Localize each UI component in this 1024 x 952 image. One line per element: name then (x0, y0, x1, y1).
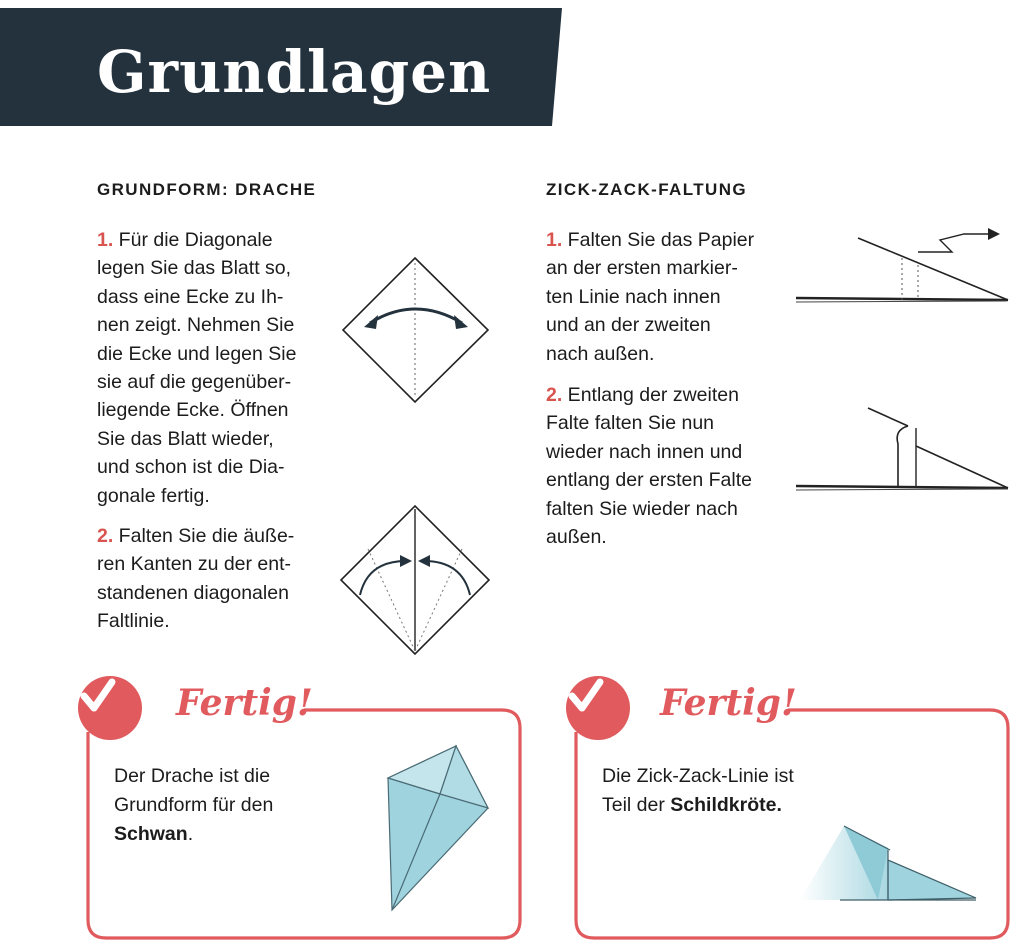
checkmark-badge (78, 676, 142, 740)
section-heading-drache: GRUNDFORM: DRACHE (97, 180, 317, 199)
step-drache-1: 1. Für die Diagonale legen Sie das Blatt so, dass eine Ecke zu Ih- nen zeigt. Nehmen Sie die Ecke und legen Sie sie auf die gegenüber- liegende Ecke. Öffnen Sie das Blatt wieder, und schon ist die Dia- gonale fertig. (97, 229, 297, 507)
zigzag-fold-diagram-2 (792, 400, 1016, 496)
result-text: Der Drache ist die Grundform für den Schwan. (114, 765, 274, 845)
checkmark-badge (566, 676, 630, 740)
fertig-label: Fertig! (660, 682, 797, 724)
page-title: Grundlagen (97, 38, 492, 106)
fertig-label: Fertig! (176, 682, 313, 724)
zigzag-fold-diagram-1 (792, 222, 1016, 308)
result-box-zickzack (560, 668, 1020, 948)
checkmark-icon (78, 676, 118, 716)
result-text: Die Zick-Zack-Linie ist Teil der Schildkröte. (602, 765, 794, 816)
step-number: 2. (546, 384, 563, 406)
step-zickzack-1: 1. Falten Sie das Papier an der ersten markier- ten Linie nach innen und an der zweiten nach außen. (546, 229, 755, 365)
step-zickzack-2: 2. Entlang der zweiten Falte falten Sie nun wieder nach innen und entlang der ersten Falte falten Sie wieder nach außen. (546, 384, 752, 549)
checkmark-icon (566, 676, 606, 716)
kite-shape-image (384, 742, 494, 914)
result-box-drache (72, 668, 532, 948)
section-heading-zickzack: ZICK-ZACK-FALTUNG (546, 180, 748, 199)
kite-fold-diagram (338, 503, 492, 657)
diagonal-fold-diagram (340, 255, 492, 405)
step-number: 1. (546, 229, 563, 251)
step-number: 2. (97, 525, 114, 547)
title-banner (0, 8, 562, 126)
step-drache-2: 2. Falten Sie die äuße- ren Kanten zu der ent- standenen diagonalen Faltlinie. (97, 525, 295, 633)
step-number: 1. (97, 229, 114, 251)
zigzag-shape-image (780, 820, 990, 906)
